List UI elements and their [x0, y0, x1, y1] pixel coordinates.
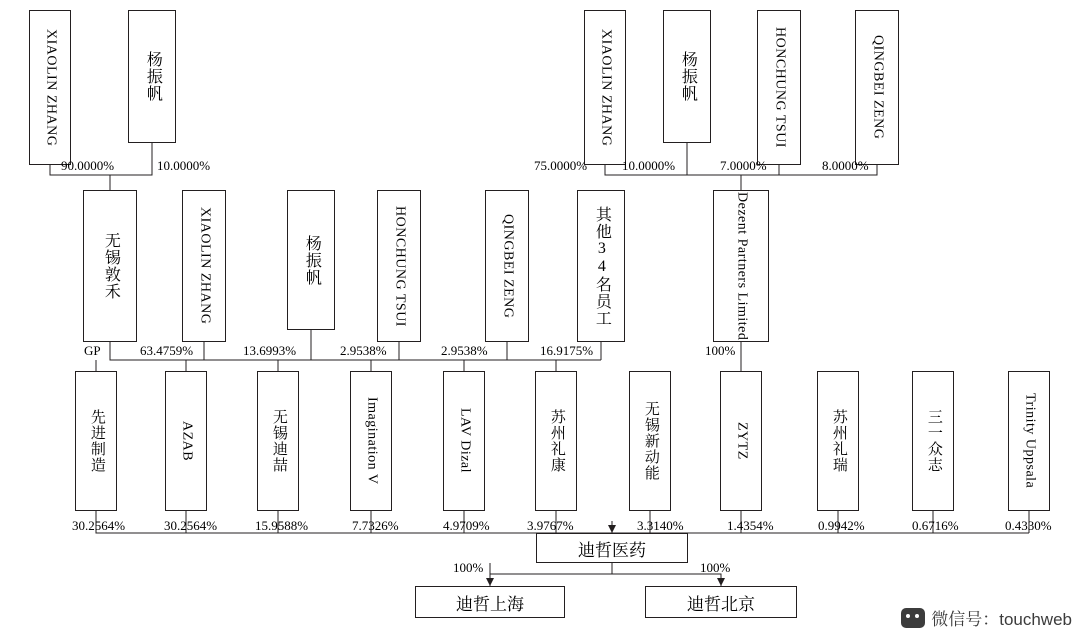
shareholder-box-t2-label: 杨振帆	[144, 51, 162, 102]
entity-box-e4-label: Imagination V	[364, 397, 380, 485]
percent-label: 7.7326%	[352, 518, 399, 533]
percent-label: 1.4354%	[727, 518, 774, 533]
percent-label: 13.6993%	[243, 343, 297, 358]
percent-label: 0.4330%	[1005, 518, 1052, 533]
entity-box-e5	[443, 371, 485, 511]
subsidiary-box-s1	[415, 586, 565, 618]
entity-box-e8	[720, 371, 762, 511]
holding-box-m4-label: HONCHUNG TSUI	[392, 205, 408, 327]
holding-box-m3	[287, 190, 335, 330]
shareholder-box-t6-label: QINGBEI ZENG	[870, 35, 886, 140]
entity-box-e1	[75, 371, 117, 511]
percent-label: 16.9175%	[540, 343, 594, 358]
holding-box-m3-label: 杨振帆	[303, 234, 321, 286]
watermark-text: 微信号：touchweb	[931, 610, 1072, 629]
entity-box-e8-label: ZYTZ	[734, 422, 750, 460]
percent-label: 0.9942%	[818, 518, 865, 533]
entity-box-e2	[165, 371, 207, 511]
shareholder-box-t1	[29, 10, 71, 165]
shareholder-box-t5-label: HONCHUNG TSUI	[772, 27, 788, 148]
percent-label: 2.9538%	[340, 343, 387, 358]
entity-box-e7	[629, 371, 671, 511]
percent-label: 10.0000%	[157, 158, 211, 173]
percent-label: 3.9767%	[527, 518, 574, 533]
percent-label: 100%	[453, 560, 484, 575]
percent-label: 8.0000%	[822, 158, 869, 173]
entity-box-e3	[257, 371, 299, 511]
main-company-box	[536, 533, 688, 563]
percent-label: 4.9709%	[443, 518, 490, 533]
wechat-icon	[901, 608, 925, 628]
holding-box-m7-label: Dezent Partners Limited	[734, 191, 750, 341]
entity-box-e3-label: 无锡迪喆	[270, 409, 287, 473]
percent-label: GP	[84, 343, 101, 358]
shareholder-box-t4-label: 杨振帆	[679, 51, 697, 102]
entity-box-e10	[912, 371, 954, 511]
entity-box-e2-label: AZAB	[179, 420, 195, 462]
percent-label: 0.6716%	[912, 518, 959, 533]
percent-label: 7.0000%	[720, 158, 767, 173]
holding-box-m2	[182, 190, 226, 342]
holding-box-m1-label: 无锡敦禾	[102, 232, 120, 300]
holding-box-m5	[485, 190, 529, 342]
percent-label: 30.2564%	[164, 518, 218, 533]
entity-box-e9-label: 苏州礼瑞	[830, 409, 847, 473]
holding-box-m6	[577, 190, 625, 342]
watermark	[901, 605, 1072, 630]
holding-box-m2-label: XIAOLIN ZHANG	[197, 207, 213, 325]
percent-label: 100%	[700, 560, 731, 575]
entity-box-e6	[535, 371, 577, 511]
entity-box-e11	[1008, 371, 1050, 511]
holding-box-m7	[713, 190, 769, 342]
shareholder-box-t3	[584, 10, 626, 165]
holding-box-m5-label: QINGBEI ZENG	[500, 213, 516, 319]
shareholder-box-t1-label: XIAOLIN ZHANG	[43, 28, 59, 147]
entity-box-e5-label: LAV Dizal	[457, 408, 473, 474]
holding-box-m6-label: 其他34名员工	[593, 205, 611, 327]
main-company-label: 迪哲医药	[578, 540, 646, 560]
percent-label: 63.4759%	[140, 343, 194, 358]
entity-box-e7-label: 无锡新动能	[642, 401, 659, 481]
holding-box-m4	[377, 190, 421, 342]
entity-box-e6-label: 苏州礼康	[548, 409, 565, 473]
shareholder-box-t3-label: XIAOLIN ZHANG	[598, 28, 614, 147]
percent-label: 2.9538%	[441, 343, 488, 358]
entity-box-e10-label: 三一众志	[925, 409, 942, 473]
percent-label: 15.9588%	[255, 518, 309, 533]
subsidiary-label: 迪哲北京	[687, 594, 755, 614]
shareholder-box-t6	[855, 10, 899, 165]
shareholder-box-t2	[128, 10, 176, 143]
percent-label: 10.0000%	[622, 158, 676, 173]
percent-label: 75.0000%	[534, 158, 588, 173]
entity-box-e1-label: 先进制造	[88, 409, 105, 473]
percent-label: 90.0000%	[61, 158, 115, 173]
holding-box-m1	[83, 190, 137, 342]
subsidiary-box-s2	[645, 586, 797, 618]
shareholder-box-t5	[757, 10, 801, 165]
entity-box-e4	[350, 371, 392, 511]
entity-box-e11-label: Trinity Uppsala	[1022, 393, 1038, 489]
percent-label: 30.2564%	[72, 518, 126, 533]
percent-label: 100%	[705, 343, 736, 358]
subsidiary-label: 迪哲上海	[456, 594, 524, 614]
percent-label: 3.3140%	[637, 518, 684, 533]
entity-box-e9	[817, 371, 859, 511]
shareholder-box-t4	[663, 10, 711, 143]
